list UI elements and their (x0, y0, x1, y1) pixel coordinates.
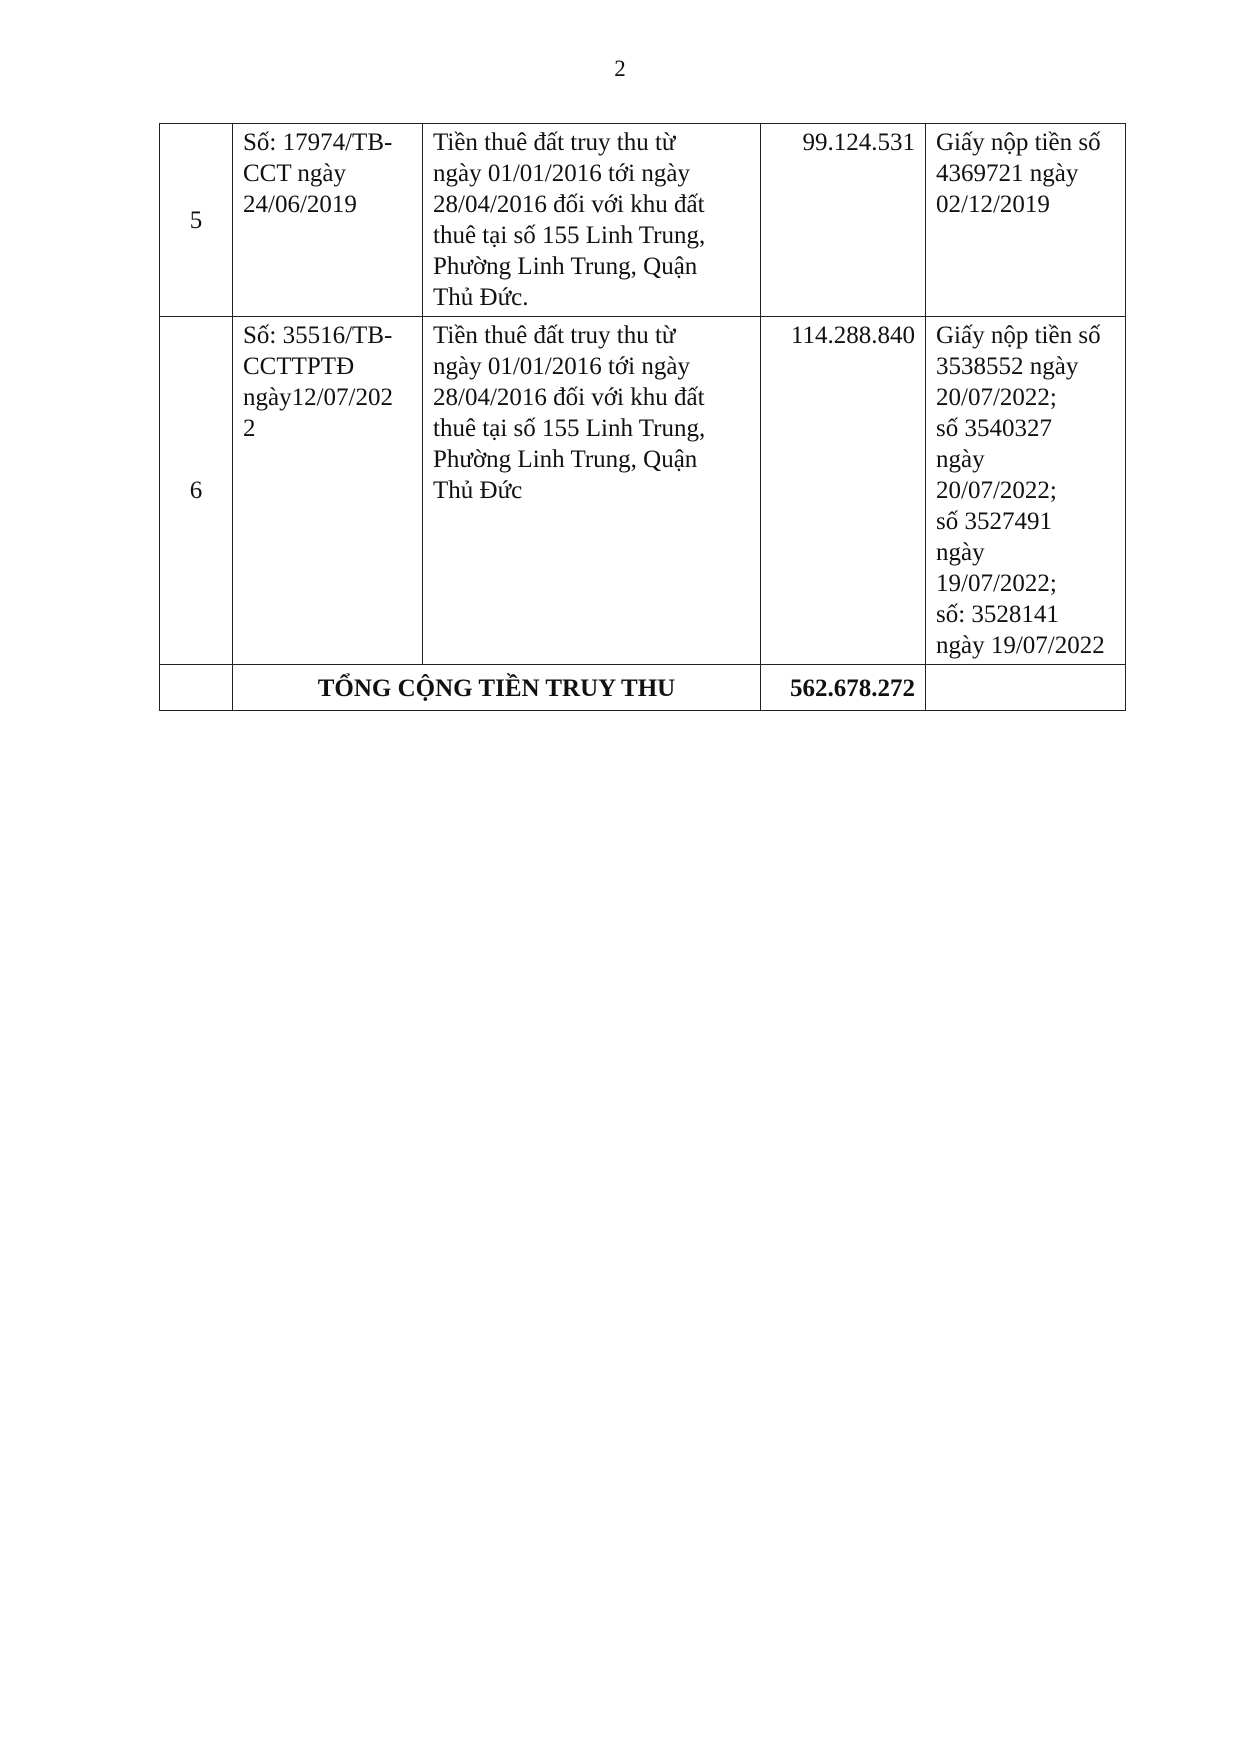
table-row (160, 317, 1126, 665)
arrears-amount: 114.288.840 (761, 317, 926, 665)
arrears-table (159, 123, 1126, 711)
payment-receipt: Giấy nộp tiền số 4369721 ngày 02/12/2019 (926, 124, 1126, 317)
arrears-amount: 99.124.531 (761, 124, 926, 317)
notice-document: Số: 35516/TB- CCTTPTĐ ngày12/07/202 2 (233, 317, 423, 665)
arrears-description: Tiền thuê đất truy thu từ ngày 01/01/2016 tới ngày 28/04/2016 đối với khu đất thuê tại số 155 Linh Trung, Phường Linh Trung, Quận Thủ Đức (423, 317, 761, 665)
total-empty-cell (160, 665, 233, 711)
total-label: TỔNG CỘNG TIỀN TRUY THU (233, 665, 761, 711)
page-number: 2 (614, 56, 626, 81)
row-number: 6 (160, 317, 233, 665)
arrears-description: Tiền thuê đất truy thu từ ngày 01/01/2016 tới ngày 28/04/2016 đối với khu đất thuê tại số 155 Linh Trung, Phường Linh Trung, Quận Thủ Đức. (423, 124, 761, 317)
row-number: 5 (160, 124, 233, 317)
total-row (160, 665, 1126, 711)
table-row (160, 124, 1126, 317)
notice-document: Số: 17974/TB- CCT ngày 24/06/2019 (233, 124, 423, 317)
total-amount: 562.678.272 (761, 665, 926, 711)
total-empty-cell (926, 665, 1126, 711)
payment-receipt: Giấy nộp tiền số 3538552 ngày 20/07/2022; số 3540327 ngày 20/07/2022; số 3527491 ngày 19/07/2022; số: 3528141 ngày 19/07/2022 (926, 317, 1126, 665)
